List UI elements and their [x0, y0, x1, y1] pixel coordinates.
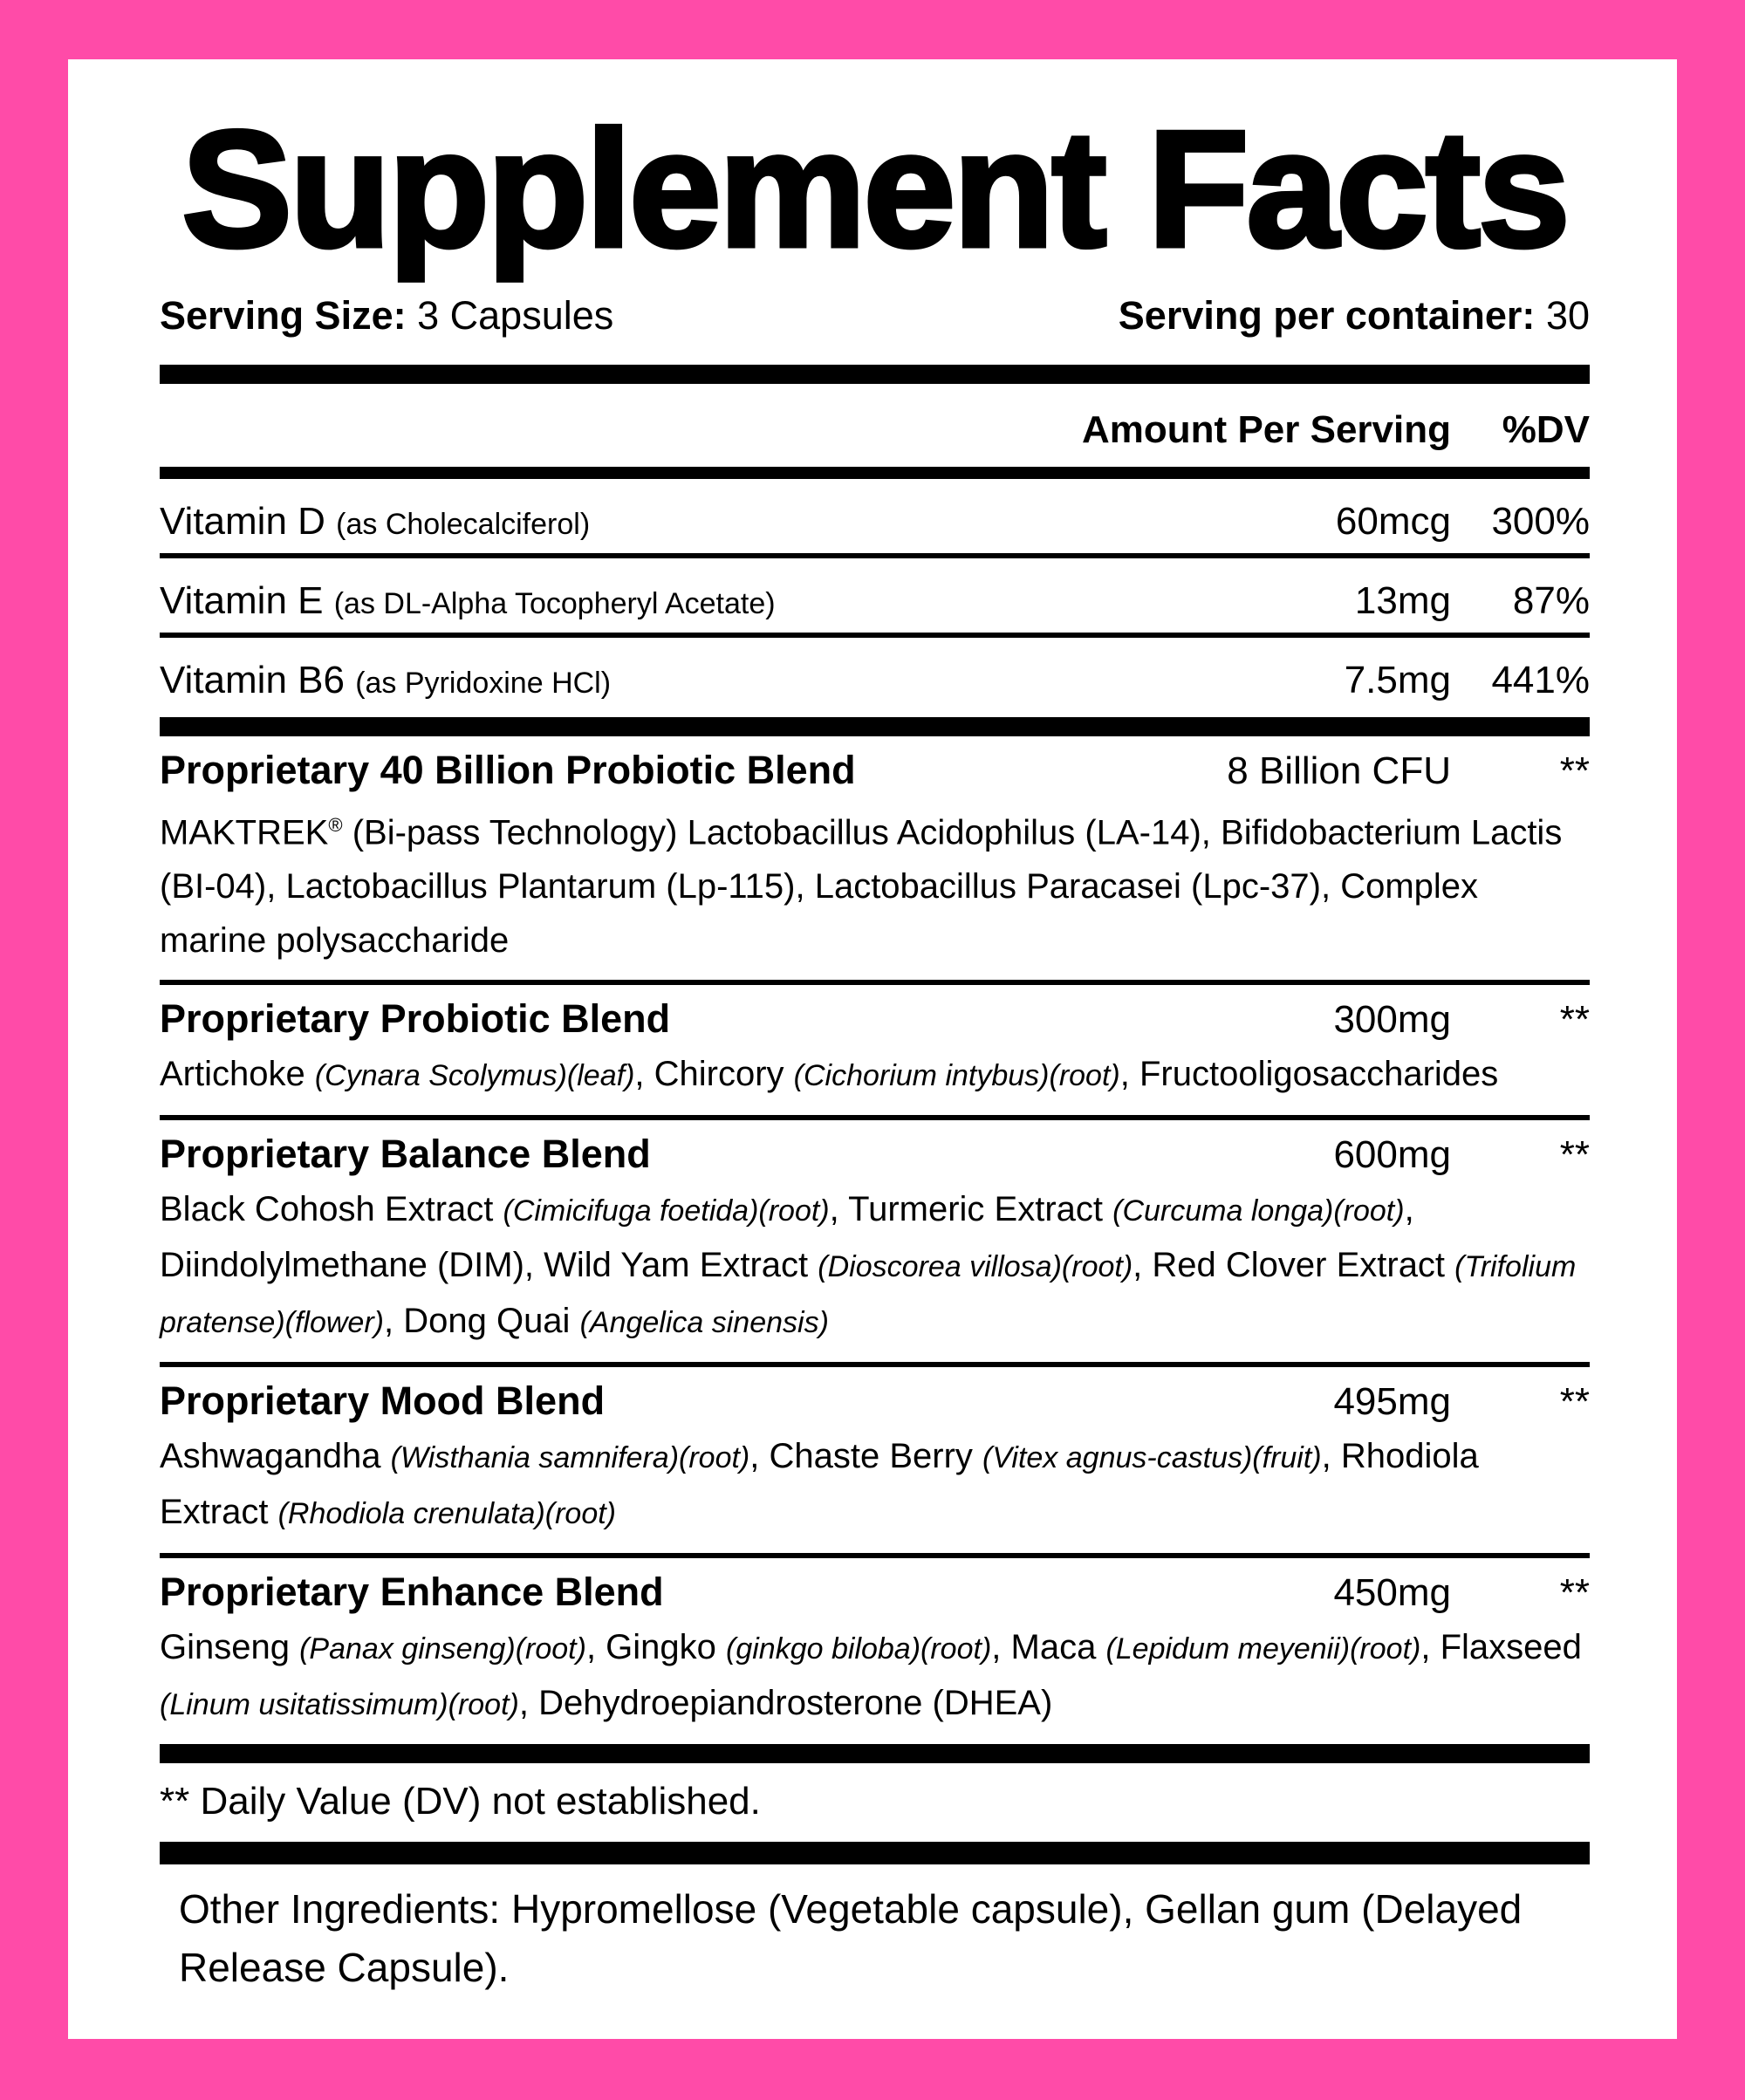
ingredient-text: Artichoke [160, 1055, 315, 1094]
serving-size [160, 293, 613, 339]
blend-section [160, 1120, 1590, 1367]
vitamin-name: Vitamin E (as DL-Alpha Tocopheryl Acetate) [160, 579, 776, 622]
vitamin-dv: 441% [1491, 659, 1590, 701]
ingredient-text: (Rhodiola crenulata)(root) [277, 1497, 616, 1531]
blend-dv: ** [1559, 749, 1590, 792]
blend-ingredients [160, 798, 1590, 968]
ingredient-text: MAKTREK [160, 813, 329, 852]
ingredient-text: (ginkgo biloba)(root) [726, 1632, 992, 1666]
serving-info-row [160, 293, 1590, 339]
ingredient-text: (Angelica sinensis) [579, 1306, 829, 1340]
vitamin-dv: 87% [1512, 579, 1590, 622]
vitamin-row [160, 638, 1590, 717]
ingredient-text: (Wisthania samnifera)(root) [390, 1441, 750, 1475]
ingredient-text: (Lepidum meyenii)(root) [1105, 1632, 1421, 1666]
separator-bar-thick [160, 1744, 1590, 1763]
servings-per-container-label: Serving per container: [1118, 293, 1536, 338]
blend-header [160, 1378, 1590, 1426]
ingredient-text: , Fructooligosaccharides [1119, 1055, 1499, 1094]
ingredient-text: (Cimicifuga foetida)(root) [503, 1194, 830, 1228]
ingredient-text: (Linum usitatissimum)(root) [160, 1688, 519, 1722]
ingredient-text: , Turmeric Extract [829, 1190, 1113, 1229]
ingredient-text: (Dioscorea villosa)(root) [818, 1250, 1133, 1284]
blend-name: Proprietary 40 Billion Probiotic Blend [160, 748, 856, 792]
amount-per-serving-header: Amount Per Serving [1082, 408, 1451, 451]
panel-title: Supplement Facts [181, 97, 1568, 282]
vitamin-form: (as Pyridoxine HCl) [355, 667, 612, 700]
ingredient-text: (Trifolium pratense)(flower) [160, 1250, 1577, 1340]
blend-amount: 495mg [1333, 1380, 1451, 1424]
vitamin-amount: 60mcg [1335, 500, 1451, 543]
ingredient-text: , Dong Quai [383, 1302, 580, 1341]
vitamin-amount: 13mg [1354, 579, 1451, 622]
ingredient-text: , Gingko [585, 1628, 727, 1667]
ingredient-text: , Flaxseed [1420, 1628, 1582, 1667]
vitamin-amount: 7.5mg [1344, 659, 1451, 701]
separator-bar-thick [160, 365, 1590, 384]
blend-ingredients [160, 1047, 1590, 1103]
ingredient-text: , Maca [991, 1628, 1106, 1667]
blend-ingredients [160, 1620, 1590, 1732]
ingredient-text: , Chaste Berry [749, 1437, 983, 1476]
percent-dv-header: %DV [1502, 408, 1590, 451]
vitamin-form: (as Cholecalciferol) [336, 508, 591, 541]
blend-amount: 8 Billion CFU [1227, 749, 1451, 792]
vitamin-name: Vitamin B6 (as Pyridoxine HCl) [160, 659, 612, 701]
ingredient-text: (Cynara Scolymus)(leaf) [314, 1059, 635, 1093]
blend-ingredients [160, 1182, 1590, 1350]
vitamin-dv: 300% [1491, 500, 1590, 543]
ingredient-text: ® [328, 814, 343, 836]
blend-header [160, 995, 1590, 1043]
blend-amount: 450mg [1333, 1571, 1451, 1615]
ingredient-text: (Vitex agnus-castus)(fruit) [982, 1441, 1322, 1475]
blend-header [160, 1131, 1590, 1179]
ingredient-text: (Panax ginseng)(root) [299, 1632, 586, 1666]
ingredient-text: , Chircory [634, 1055, 794, 1094]
ingredient-text: Ashwagandha [160, 1437, 391, 1476]
blend-ingredients [160, 1429, 1590, 1541]
blend-name: Proprietary Balance Blend [160, 1132, 651, 1177]
blend-dv: ** [1559, 1380, 1590, 1424]
blend-sections [160, 736, 1590, 1744]
blend-dv: ** [1559, 1133, 1590, 1177]
blend-dv: ** [1559, 998, 1590, 1042]
separator-bar-thick [160, 1842, 1590, 1864]
blend-section [160, 1367, 1590, 1558]
blend-section [160, 736, 1590, 985]
column-header-row [160, 407, 1590, 452]
blend-section [160, 1558, 1590, 1744]
ingredient-text: , Dehydroepiandrosterone (DHEA) [518, 1684, 1053, 1723]
ingredient-text: , Red Clover Extract [1133, 1246, 1455, 1285]
blend-header [160, 1569, 1590, 1617]
vitamin-row [160, 558, 1590, 638]
servings-per-container-value: 30 [1545, 293, 1590, 338]
ingredient-text: (Curcuma longa)(root) [1112, 1194, 1405, 1228]
ingredient-text: , Rhodiola Extract [160, 1437, 1479, 1532]
ingredient-text: (Bi-pass Technology) Lactobacillus Acidophilus (LA-14), Bifidobacterium Lactis (BI-04), Lactobacillus Plantarum (Lp-115), Lactobacillus Paracasei (Lpc-37), Complex marine polysaccharide [160, 813, 1563, 961]
blend-amount: 600mg [1333, 1133, 1451, 1177]
blend-name: Proprietary Enhance Blend [160, 1570, 664, 1615]
blend-header [160, 747, 1590, 795]
blend-name: Proprietary Mood Blend [160, 1378, 606, 1424]
separator-bar-thick [160, 717, 1590, 736]
serving-size-value: 3 Capsules [417, 293, 614, 338]
ingredient-text: Ginseng [160, 1628, 300, 1667]
vitamin-rows [160, 479, 1590, 717]
vitamin-row [160, 479, 1590, 558]
ingredient-text: , Diindolylmethane (DIM), Wild Yam Extract [160, 1190, 1414, 1285]
other-ingredients: Other Ingredients: Hypromellose (Vegetable capsule), Gellan gum (Delayed Release Capsule). [179, 1886, 1523, 1991]
serving-size-label: Serving Size: [160, 293, 407, 338]
ingredient-text: Black Cohosh Extract [160, 1190, 503, 1229]
vitamin-form: (as DL-Alpha Tocopheryl Acetate) [333, 587, 776, 620]
servings-per-container [1119, 293, 1590, 339]
ingredient-text: (Cichorium intybus)(root) [793, 1059, 1120, 1093]
blend-dv: ** [1559, 1571, 1590, 1615]
separator-bar-medium [160, 467, 1590, 479]
blend-name: Proprietary Probiotic Blend [160, 996, 671, 1042]
vitamin-name: Vitamin D (as Cholecalciferol) [160, 500, 591, 543]
blend-amount: 300mg [1333, 998, 1451, 1042]
daily-value-footnote: ** Daily Value (DV) not established. [160, 1780, 761, 1823]
blend-section [160, 985, 1590, 1120]
supplement-facts-panel [68, 59, 1677, 2039]
